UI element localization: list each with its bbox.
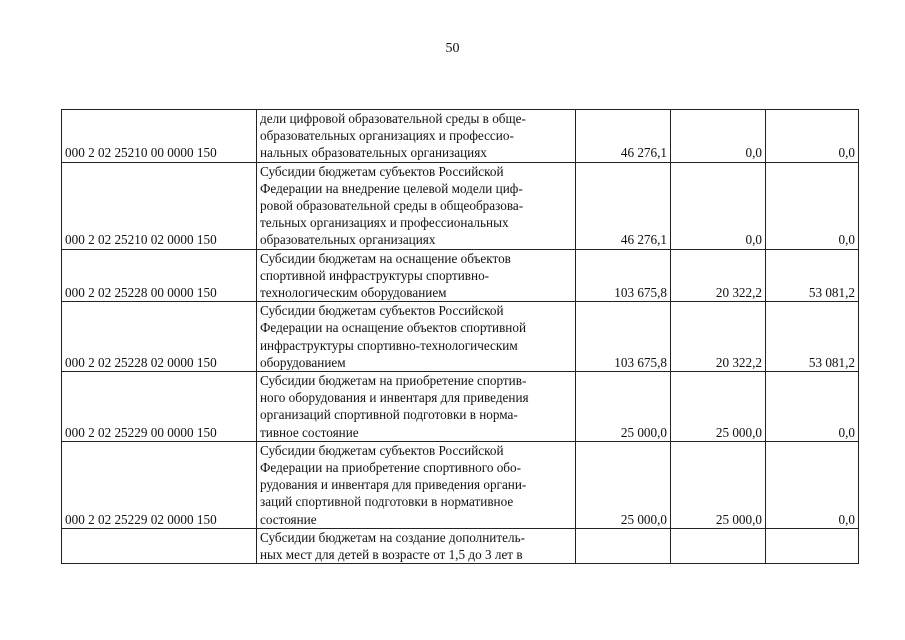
- amount-year1-cell: 46 276,1: [576, 162, 671, 249]
- description-cell: [257, 110, 576, 163]
- budget-code-cell: [62, 528, 257, 563]
- description-line: ного оборудования и инвентаря для приведения: [260, 390, 529, 406]
- description-cell: [257, 249, 576, 302]
- amount-year1-cell: [576, 528, 671, 563]
- budget-table-body: [62, 110, 859, 564]
- amount-year2-cell: 25 000,0: [671, 441, 766, 528]
- table-row: [62, 528, 859, 563]
- description-line: нальных образовательных организациях: [260, 145, 487, 161]
- description-line: состояние: [260, 511, 317, 527]
- page-number: 50: [445, 41, 460, 56]
- table-row: [62, 249, 859, 302]
- amount-year2-cell: 0,0: [671, 162, 766, 249]
- description-line: тельных организациях и профессиональных: [260, 215, 509, 231]
- description-line: рудования и инвентаря для приведения органи-: [260, 477, 527, 493]
- description-line: Субсидии бюджетам на оснащение объектов: [260, 250, 511, 266]
- amount-year1-cell: 103 675,8: [576, 302, 671, 372]
- description-line: организаций спортивной подготовки в норма-: [260, 407, 518, 423]
- amount-year1-cell: 103 675,8: [576, 249, 671, 302]
- description-cell: [257, 441, 576, 528]
- budget-code-cell: 000 2 02 25228 02 0000 150: [62, 302, 257, 372]
- description-line: спортивной инфраструктуры спортивно-: [260, 267, 490, 283]
- description-line: ных мест для детей в возрасте от 1,5 до 3 лет в: [260, 547, 523, 563]
- amount-year3-cell: [766, 528, 859, 563]
- description-line: образовательных организациях: [260, 232, 436, 248]
- description-line: Субсидии бюджетам на создание дополнитель-: [260, 529, 525, 545]
- description-line: технологическим оборудованием: [260, 285, 447, 301]
- description-line: Субсидии бюджетам на приобретение спортив-: [260, 373, 527, 389]
- description-cell: [257, 372, 576, 442]
- description-line: Федерации на оснащение объектов спортивной: [260, 320, 527, 336]
- description-line: оборудованием: [260, 354, 346, 370]
- description-cell: [257, 162, 576, 249]
- description-line: Федерации на внедрение целевой модели циф-: [260, 180, 523, 196]
- budget-code-cell: 000 2 02 25210 02 0000 150: [62, 162, 257, 249]
- amount-year2-cell: 0,0: [671, 110, 766, 163]
- description-line: Субсидии бюджетам субъектов Российской: [260, 303, 504, 319]
- amount-year2-cell: [671, 528, 766, 563]
- amount-year3-cell: 0,0: [766, 162, 859, 249]
- amount-year1-cell: 25 000,0: [576, 372, 671, 442]
- description-line: тивное состояние: [260, 424, 359, 440]
- amount-year1-cell: 25 000,0: [576, 441, 671, 528]
- description-line: заций спортивной подготовки в нормативное: [260, 494, 514, 510]
- amount-year3-cell: 53 081,2: [766, 249, 859, 302]
- description-line: Федерации на приобретение спортивного обо-: [260, 460, 522, 476]
- amount-year2-cell: 20 322,2: [671, 249, 766, 302]
- amount-year3-cell: 0,0: [766, 372, 859, 442]
- description-line: дели цифровой образовательной среды в обще-: [260, 111, 526, 126]
- amount-year2-cell: 20 322,2: [671, 302, 766, 372]
- amount-year2-cell: 25 000,0: [671, 372, 766, 442]
- description-cell: [257, 302, 576, 372]
- budget-table: [61, 109, 859, 564]
- table-row: [62, 302, 859, 372]
- description-line: инфраструктуры спортивно-технологическим: [260, 337, 518, 353]
- description-line: образовательных организациях и профессио-: [260, 128, 514, 144]
- amount-year3-cell: 53 081,2: [766, 302, 859, 372]
- description-line: Субсидии бюджетам субъектов Российской: [260, 163, 504, 179]
- budget-code-cell: 000 2 02 25210 00 0000 150: [62, 110, 257, 163]
- budget-code-cell: 000 2 02 25229 02 0000 150: [62, 441, 257, 528]
- budget-code-cell: 000 2 02 25228 00 0000 150: [62, 249, 257, 302]
- table-row: [62, 372, 859, 442]
- table-row: [62, 162, 859, 249]
- description-line: Субсидии бюджетам субъектов Российской: [260, 442, 504, 458]
- table-row: [62, 441, 859, 528]
- budget-code-cell: 000 2 02 25229 00 0000 150: [62, 372, 257, 442]
- amount-year3-cell: 0,0: [766, 441, 859, 528]
- description-line: ровой образовательной среды в общеобразова-: [260, 198, 524, 214]
- description-cell: [257, 528, 576, 563]
- table-row: [62, 110, 859, 163]
- amount-year1-cell: 46 276,1: [576, 110, 671, 163]
- amount-year3-cell: 0,0: [766, 110, 859, 163]
